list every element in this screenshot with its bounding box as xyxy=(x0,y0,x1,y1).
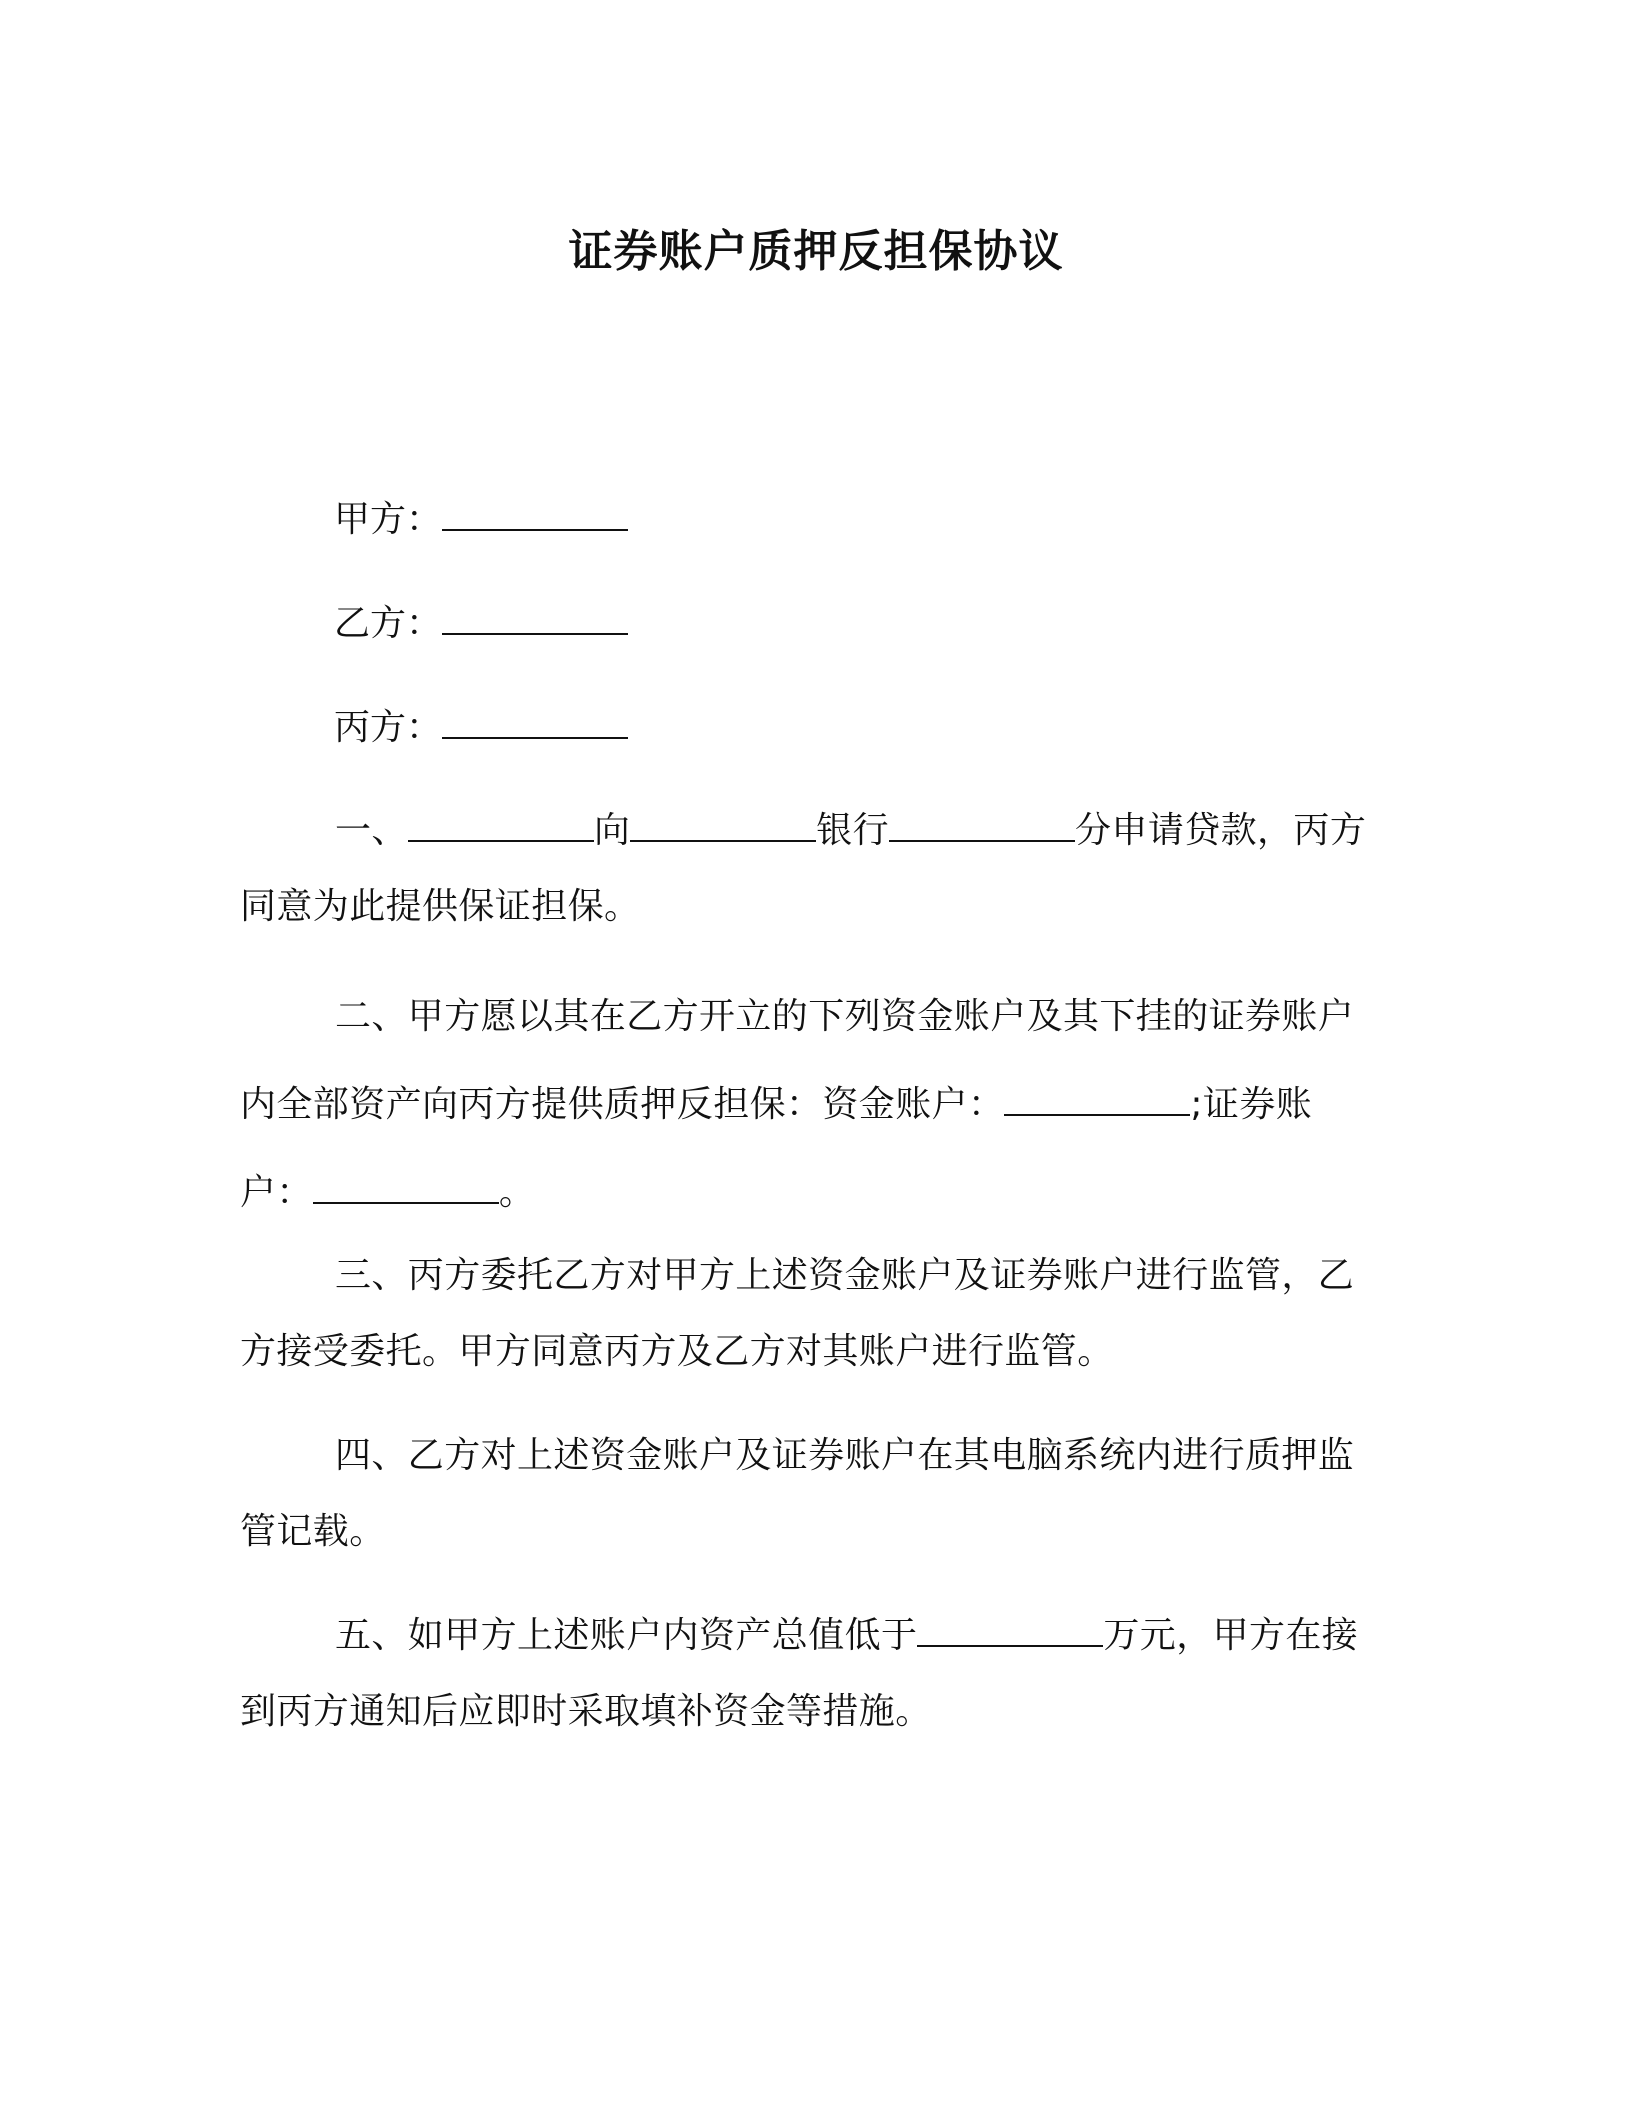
party-b-blank xyxy=(442,603,628,635)
clause-2-blank-fund-account xyxy=(1004,1084,1190,1116)
clause-1-blank-bank xyxy=(630,810,816,842)
clause-1-blank-branch xyxy=(889,810,1075,842)
clause-5-blank-amount xyxy=(917,1615,1103,1647)
party-a-label: 甲方： xyxy=(334,499,443,540)
clause-4 xyxy=(240,1418,1380,1570)
clause-1-text: 一、 xyxy=(335,810,408,851)
party-b-label: 乙方： xyxy=(334,603,443,644)
party-c-blank xyxy=(442,707,628,739)
clause-5-text: 万元，甲方在接到丙方通知后应即时采取填补资金等措施。 xyxy=(240,1615,1359,1732)
clause-1-blank-borrower xyxy=(408,810,594,842)
party-b-line xyxy=(334,600,628,648)
clause-3 xyxy=(240,1238,1380,1390)
clause-4-text: 四、乙方对上述资金账户及证券账户在其电脑系统内进行质押监管记载。 xyxy=(240,1435,1355,1552)
party-c-label: 丙方： xyxy=(334,707,443,748)
clause-2-blank-securities-account xyxy=(313,1172,499,1204)
clause-2-text: ;证券账户： xyxy=(240,1084,1313,1213)
clause-3-text: 三、丙方委托乙方对甲方上述资金账户及证券账户进行监管，乙方接受委托。甲方同意丙方及乙方对其账户进行监管。 xyxy=(240,1255,1355,1372)
clause-1-text: 银行 xyxy=(816,810,890,851)
clause-2 xyxy=(240,973,1380,1237)
clause-1-text: 向 xyxy=(593,810,631,851)
clause-5-text: 五、如甲方上述账户内资产总值低于 xyxy=(335,1615,918,1656)
clause-1 xyxy=(240,793,1380,945)
clause-1-text: 分申请贷款，丙方同意为此提供保证担保。 xyxy=(240,810,1367,927)
party-a-line xyxy=(334,496,628,544)
party-a-blank xyxy=(442,499,628,531)
party-c-line xyxy=(334,704,628,752)
clause-5 xyxy=(240,1598,1380,1750)
document-title: 证券账户质押反担保协议 xyxy=(568,226,1064,277)
clause-2-text: 二、甲方愿以其在乙方开立的下列资金账户及其下挂的证券账户内全部资产向丙方提供质押反担保：资金账户： xyxy=(240,996,1355,1125)
clause-2-text: 。 xyxy=(498,1172,536,1213)
